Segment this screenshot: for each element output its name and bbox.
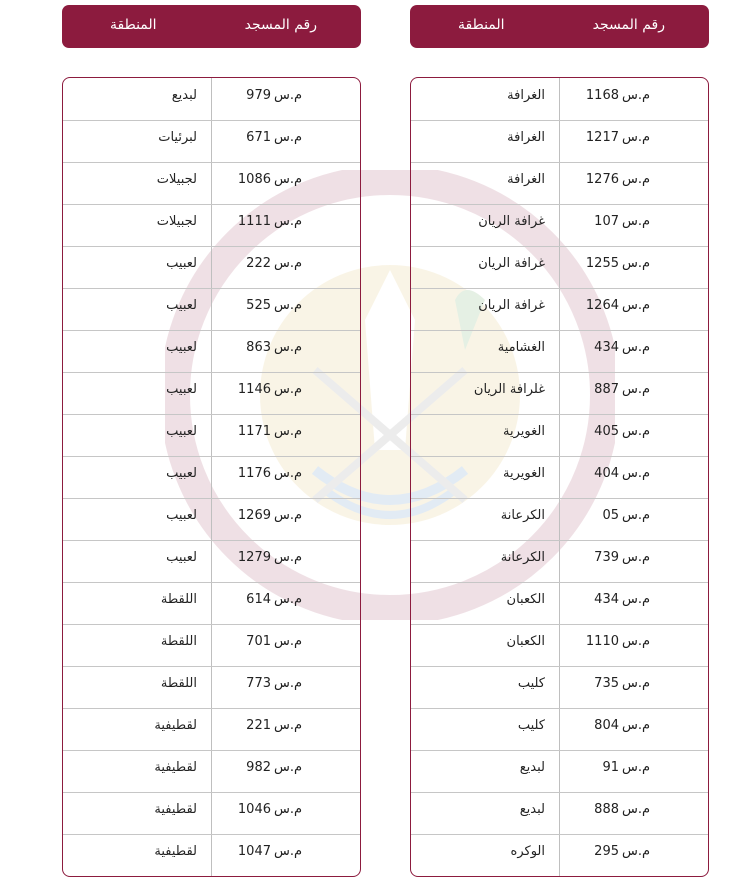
mosque-number: 1046 bbox=[237, 802, 271, 817]
mosque-area: كليب bbox=[517, 718, 545, 733]
mosque-number: 979 bbox=[246, 88, 271, 103]
mosque-area: الغويرية bbox=[503, 466, 545, 481]
mosque-area: اللقطة bbox=[160, 676, 197, 691]
mosque-area: غرافة الريان bbox=[478, 298, 545, 313]
mosque-prefix: م.س bbox=[274, 88, 303, 103]
table-row bbox=[63, 498, 360, 541]
mosque-prefix: م.س bbox=[622, 214, 651, 229]
table-row bbox=[411, 708, 708, 751]
mosque-number: 888 bbox=[594, 802, 619, 817]
mosque-area: لجبيلات bbox=[156, 214, 197, 229]
mosque-area: لعبيب bbox=[166, 382, 197, 397]
mosque-number: 887 bbox=[594, 382, 619, 397]
table-row bbox=[411, 498, 708, 541]
mosque-prefix: م.س bbox=[622, 550, 651, 565]
mosque-area: الكرعانة bbox=[500, 508, 545, 523]
mosque-prefix: م.س bbox=[622, 340, 651, 355]
right-mosque-table bbox=[410, 77, 709, 877]
mosque-number: 735 bbox=[594, 676, 619, 691]
mosque-prefix: م.س bbox=[274, 592, 303, 607]
mosque-area: الغويرية bbox=[503, 424, 545, 439]
mosque-prefix: م.س bbox=[622, 172, 651, 187]
mosque-number: 804 bbox=[594, 718, 619, 733]
mosque-area: لجبيلات bbox=[156, 172, 197, 187]
mosque-number: 614 bbox=[246, 592, 271, 607]
mosque-prefix: م.س bbox=[622, 130, 651, 145]
mosque-prefix: م.س bbox=[622, 256, 651, 271]
table-row bbox=[411, 372, 708, 415]
mosque-prefix: م.س bbox=[622, 718, 651, 733]
mosque-number: 434 bbox=[594, 340, 619, 355]
mosque-number: 91 bbox=[602, 760, 619, 775]
table-row bbox=[63, 78, 360, 121]
mosque-prefix: م.س bbox=[274, 634, 303, 649]
mosque-area: لقطيفية bbox=[154, 718, 197, 733]
mosque-number: 1276 bbox=[585, 172, 619, 187]
mosque-number: 982 bbox=[246, 760, 271, 775]
mosque-area: الكرعانة bbox=[500, 550, 545, 565]
header-mosque-number: رقم المسجد bbox=[592, 17, 665, 33]
mosque-prefix: م.س bbox=[274, 130, 303, 145]
table-row bbox=[63, 162, 360, 205]
mosque-prefix: م.س bbox=[622, 88, 651, 103]
mosque-number: 404 bbox=[594, 466, 619, 481]
mosque-prefix: م.س bbox=[622, 634, 651, 649]
mosque-prefix: م.س bbox=[274, 256, 303, 271]
table-row bbox=[411, 288, 708, 331]
table-row bbox=[411, 792, 708, 835]
mosque-prefix: م.س bbox=[274, 298, 303, 313]
mosque-prefix: م.س bbox=[622, 298, 651, 313]
table-row bbox=[411, 414, 708, 457]
table-row bbox=[63, 456, 360, 499]
mosque-number: 405 bbox=[594, 424, 619, 439]
left-table-header bbox=[62, 5, 361, 48]
mosque-area: غرافة الريان bbox=[478, 256, 545, 271]
mosque-number: 1264 bbox=[585, 298, 619, 313]
mosque-number: 1111 bbox=[237, 214, 271, 229]
table-row bbox=[411, 204, 708, 247]
table-row bbox=[411, 582, 708, 625]
mosque-area: لبديع bbox=[519, 802, 545, 817]
mosque-number: 525 bbox=[246, 298, 271, 313]
mosque-prefix: م.س bbox=[274, 340, 303, 355]
mosque-area: لعبيب bbox=[166, 466, 197, 481]
mosque-number: 1269 bbox=[237, 508, 271, 523]
table-row bbox=[411, 246, 708, 289]
table-row bbox=[63, 288, 360, 331]
mosque-area: الوكره bbox=[510, 844, 545, 859]
mosque-prefix: م.س bbox=[622, 592, 651, 607]
table-row bbox=[63, 708, 360, 751]
header-mosque-number: رقم المسجد bbox=[244, 17, 317, 33]
mosque-area: لقطيفية bbox=[154, 760, 197, 775]
table-row bbox=[63, 414, 360, 457]
table-row bbox=[63, 792, 360, 835]
mosque-number: 1168 bbox=[585, 88, 619, 103]
mosque-area: الكعبان bbox=[506, 634, 545, 649]
mosque-prefix: م.س bbox=[622, 424, 651, 439]
mosque-area: لبديع bbox=[519, 760, 545, 775]
mosque-prefix: م.س bbox=[622, 676, 651, 691]
table-row bbox=[63, 666, 360, 709]
mosque-number: 863 bbox=[246, 340, 271, 355]
mosque-area: اللقطة bbox=[160, 634, 197, 649]
mosque-prefix: م.س bbox=[274, 844, 303, 859]
left-mosque-table bbox=[62, 77, 361, 877]
table-row bbox=[63, 372, 360, 415]
right-table-header bbox=[410, 5, 709, 48]
mosque-number: 107 bbox=[594, 214, 619, 229]
mosque-area: كليب bbox=[517, 676, 545, 691]
mosque-number: 434 bbox=[594, 592, 619, 607]
table-row bbox=[411, 540, 708, 583]
mosque-number: 05 bbox=[602, 508, 619, 523]
mosque-number: 739 bbox=[594, 550, 619, 565]
mosque-prefix: م.س bbox=[274, 550, 303, 565]
header-area: المنطقة bbox=[458, 17, 505, 33]
mosque-prefix: م.س bbox=[274, 760, 303, 775]
table-row bbox=[411, 330, 708, 373]
table-row bbox=[63, 120, 360, 163]
mosque-prefix: م.س bbox=[274, 802, 303, 817]
mosque-prefix: م.س bbox=[274, 466, 303, 481]
table-row bbox=[411, 666, 708, 709]
table-row bbox=[63, 246, 360, 289]
mosque-number: 701 bbox=[246, 634, 271, 649]
mosque-number: 1255 bbox=[585, 256, 619, 271]
mosque-area: لعبيب bbox=[166, 424, 197, 439]
mosque-area: لعبيب bbox=[166, 550, 197, 565]
mosque-area: الكعبان bbox=[506, 592, 545, 607]
mosque-prefix: م.س bbox=[274, 718, 303, 733]
mosque-prefix: م.س bbox=[274, 424, 303, 439]
mosque-number: 295 bbox=[594, 844, 619, 859]
mosque-prefix: م.س bbox=[274, 676, 303, 691]
table-row bbox=[63, 750, 360, 793]
table-row bbox=[411, 120, 708, 163]
mosque-area: لقطيفية bbox=[154, 802, 197, 817]
mosque-number: 221 bbox=[246, 718, 271, 733]
table-row bbox=[63, 204, 360, 247]
mosque-number: 1279 bbox=[237, 550, 271, 565]
mosque-area: لعبيب bbox=[166, 256, 197, 271]
mosque-number: 1086 bbox=[237, 172, 271, 187]
table-row bbox=[63, 834, 360, 876]
table-row bbox=[411, 456, 708, 499]
mosque-prefix: م.س bbox=[622, 382, 651, 397]
mosque-area: غرافة الريان bbox=[478, 214, 545, 229]
mosque-area: لعبيب bbox=[166, 340, 197, 355]
mosque-area: اللقطة bbox=[160, 592, 197, 607]
mosque-area: لبديع bbox=[171, 88, 197, 103]
mosque-prefix: م.س bbox=[622, 844, 651, 859]
mosque-area: الغرافة bbox=[507, 88, 545, 103]
mosque-area: الغرافة bbox=[507, 172, 545, 187]
table-row bbox=[411, 624, 708, 667]
mosque-number: 1110 bbox=[585, 634, 619, 649]
table-row bbox=[411, 78, 708, 121]
mosque-number: 1146 bbox=[237, 382, 271, 397]
mosque-prefix: م.س bbox=[622, 466, 651, 481]
mosque-prefix: م.س bbox=[622, 508, 651, 523]
table-row bbox=[63, 330, 360, 373]
header-area: المنطقة bbox=[110, 17, 157, 33]
mosque-area: لعبيب bbox=[166, 298, 197, 313]
table-row bbox=[411, 834, 708, 876]
mosque-area: لعبيب bbox=[166, 508, 197, 523]
mosque-number: 1171 bbox=[237, 424, 271, 439]
table-row bbox=[411, 750, 708, 793]
mosque-prefix: م.س bbox=[274, 214, 303, 229]
mosque-prefix: م.س bbox=[622, 802, 651, 817]
mosque-area: الغرافة bbox=[507, 130, 545, 145]
table-row bbox=[63, 540, 360, 583]
mosque-area: غلرافة الريان bbox=[473, 382, 545, 397]
mosque-area: الغشامية bbox=[497, 340, 545, 355]
mosque-prefix: م.س bbox=[274, 172, 303, 187]
mosque-area: لبرئيات bbox=[158, 130, 197, 145]
mosque-area: لقطيفية bbox=[154, 844, 197, 859]
mosque-number: 1047 bbox=[237, 844, 271, 859]
mosque-number: 1176 bbox=[237, 466, 271, 481]
mosque-prefix: م.س bbox=[274, 508, 303, 523]
mosque-number: 773 bbox=[246, 676, 271, 691]
mosque-number: 1217 bbox=[585, 130, 619, 145]
mosque-number: 671 bbox=[246, 130, 271, 145]
mosque-prefix: م.س bbox=[622, 760, 651, 775]
mosque-number: 222 bbox=[246, 256, 271, 271]
table-row bbox=[63, 582, 360, 625]
mosque-prefix: م.س bbox=[274, 382, 303, 397]
table-row bbox=[411, 162, 708, 205]
table-row bbox=[63, 624, 360, 667]
